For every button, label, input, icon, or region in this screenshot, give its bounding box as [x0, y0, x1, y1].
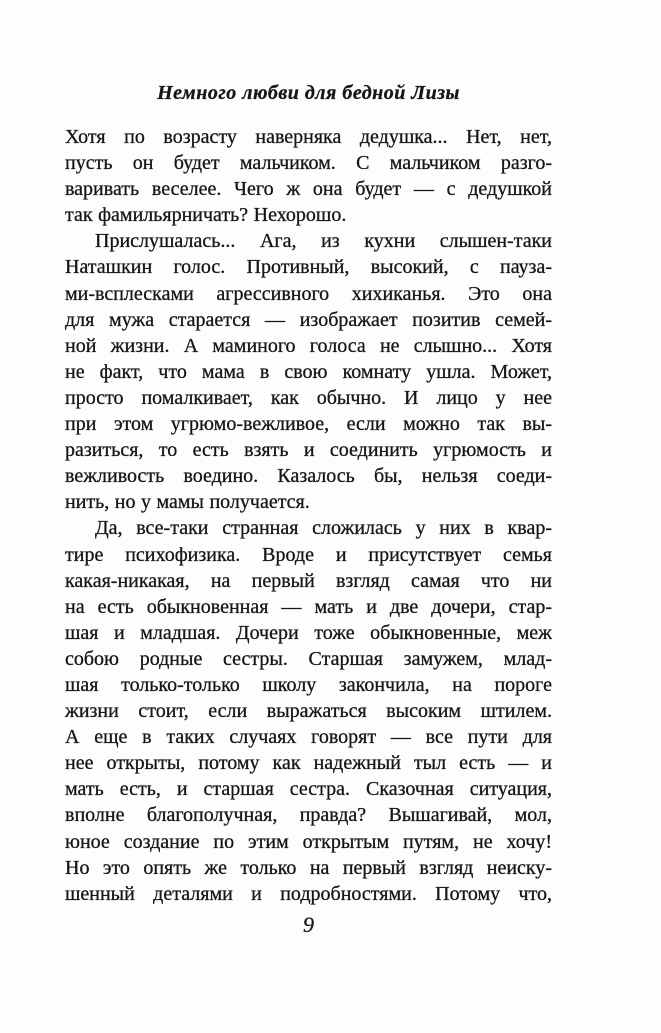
text-line: пусть он будет мальчиком. С мальчиком разго- — [65, 152, 552, 175]
text-line: Наташкин голос. Противный, высокий, с пауза- — [65, 256, 552, 279]
text-line: вполне благополучная, правда? Вышагивай, мол, — [65, 804, 552, 827]
text-line: шая и младшая. Дочери тоже обыкновенные, меж — [65, 621, 552, 644]
text-line: при этом угрюмо-вежливое, если можно так вы- — [65, 413, 552, 436]
text-line: тире психофизика. Вроде и присутствует семья — [65, 543, 552, 566]
text-line: на есть обыкновенная — мать и две дочери, стар- — [65, 595, 552, 618]
text-line: собою родные сестры. Старшая замужем, млад- — [65, 647, 552, 670]
text-line: нить, но у мамы получается. — [65, 491, 310, 514]
text-line: варивать веселее. Чего ж она будет — с дедушкой — [65, 178, 552, 201]
text-line: нее открыты, потому как надежный тыл есть — и — [65, 752, 552, 775]
text-line: шая только-только школу закончила, на пороге — [65, 673, 552, 696]
text-line: не факт, что мама в свою комнату ушла. Может, — [65, 360, 552, 383]
page-text — [65, 124, 552, 907]
text-line: ми-всплесками агрессивного хихиканья. Это она — [65, 282, 552, 305]
text-line: какая-никакая, на первый взгляд самая что ни — [65, 569, 552, 592]
text-line: для мужа старается — изображает позитив семей- — [65, 308, 552, 331]
text-line: Но это опять же только на первый взгляд неиску- — [65, 856, 552, 879]
text-line: шенный деталями и подробностями. Потому что, — [65, 882, 552, 905]
text-line: А еще в таких случаях говорят — все пути для — [65, 726, 552, 749]
page-number: 9 — [303, 912, 314, 937]
text-line: мать есть, и старшая сестра. Сказочная ситуация, — [65, 778, 552, 801]
chapter-title: Немного любви для бедной Лизы — [157, 82, 460, 104]
text-line: юное создание по этим открытым путям, не хочу! — [65, 830, 552, 853]
text-line: Да, все-таки странная сложилась у них в квар- — [95, 517, 552, 540]
text-line: вежливость воедино. Казалось бы, нельзя соеди- — [65, 465, 552, 488]
text-line: ной жизни. А маминого голоса не слышно... Хотя — [65, 334, 552, 357]
text-line: разиться, то есть взять и соединить угрюмость и — [65, 439, 552, 462]
text-line: жизни стоит, если выражаться высоким штилем. — [65, 700, 552, 723]
text-line: Хотя по возрасту наверняка дедушка... Нет, нет, — [65, 126, 552, 148]
text-line: просто помалкивает, как обычно. И лицо у нее — [65, 386, 552, 409]
text-line: так фамильярничать? Нехорошо. — [65, 204, 347, 227]
text-line: Прислушалась... Ага, из кухни слышен-таки — [95, 230, 552, 253]
